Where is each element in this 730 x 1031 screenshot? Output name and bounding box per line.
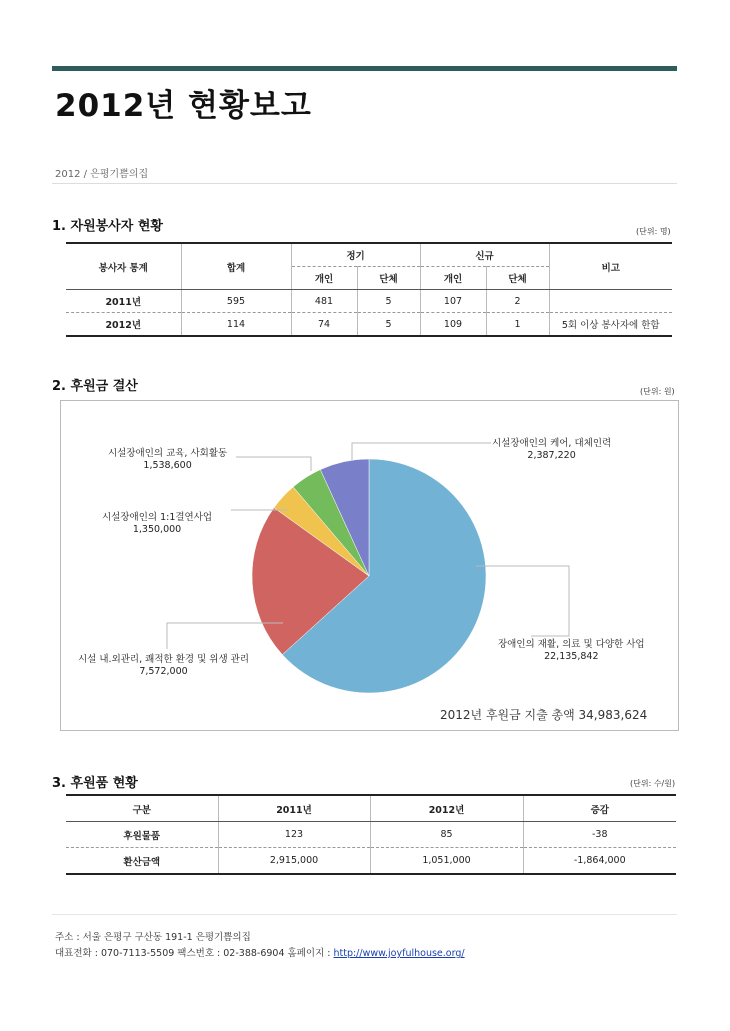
header-regular: 정기 bbox=[291, 243, 420, 267]
header-total: 합계 bbox=[181, 243, 291, 290]
row-regular-individual: 481 bbox=[291, 290, 357, 313]
leader-line-rehab bbox=[476, 566, 569, 636]
slice-label-care: 시설장애인의 케어, 대체인력 2,387,220 bbox=[492, 438, 612, 461]
header-2012: 2012년 bbox=[370, 795, 523, 822]
row-2012: 1,051,000 bbox=[370, 848, 523, 875]
section3-unit: (단위: 수/원) bbox=[630, 779, 676, 788]
pie-chart-box bbox=[60, 400, 679, 731]
table-row bbox=[66, 290, 672, 313]
row-change: -1,864,000 bbox=[523, 848, 676, 875]
footer-address: 주소 : 서울 은평구 구산동 191-1 은평기쁨의집 bbox=[55, 932, 251, 943]
homepage-link[interactable]: http://www.joyfulhouse.org/ bbox=[333, 948, 465, 959]
slice-label-matching: 시설장애인의 1:1결연사업 1,350,000 bbox=[102, 512, 213, 535]
leader-line-education bbox=[236, 457, 311, 471]
row-regular-group: 5 bbox=[357, 290, 420, 313]
row-2011: 2,915,000 bbox=[218, 848, 370, 875]
leader-line-care bbox=[352, 443, 491, 460]
slice-label-education: 시설장애인의 교육, 사회활동 1,538,600 bbox=[108, 448, 228, 471]
section1-unit: (단위: 명) bbox=[636, 227, 671, 236]
row-regular-group: 5 bbox=[357, 313, 420, 337]
slice-label-facility: 시설 내.외관리, 쾌적한 환경 및 위생 관리 7,572,000 bbox=[78, 654, 249, 677]
header-stats: 봉사자 통계 bbox=[66, 243, 181, 290]
table-row bbox=[66, 848, 676, 875]
subtitle-rule bbox=[52, 183, 677, 184]
donation-total: 2012년 후원금 지출 총액 34,983,624 bbox=[440, 708, 648, 722]
row-total: 114 bbox=[181, 313, 291, 337]
row-new-group: 2 bbox=[486, 290, 549, 313]
header-new: 신규 bbox=[420, 243, 549, 267]
header-rule bbox=[52, 66, 677, 71]
footer-contact-text: 대표전화 : 070-7113-5509 팩스번호 : 02-388-6904 홈페이지 : bbox=[55, 948, 334, 959]
header-note: 비고 bbox=[549, 243, 672, 290]
row-note: 5회 이상 봉사자에 한함 bbox=[549, 313, 672, 337]
row-regular-individual: 74 bbox=[291, 313, 357, 337]
row-new-individual: 109 bbox=[420, 313, 486, 337]
header-2011: 2011년 bbox=[218, 795, 370, 822]
page-title: 2012년 현황보고 bbox=[55, 88, 312, 124]
row-category: 환산금액 bbox=[123, 856, 161, 868]
slice-label-rehab: 장애인의 재활, 의료 및 다양한 사업 22,135,842 bbox=[498, 639, 645, 662]
section2-unit: (단위: 원) bbox=[640, 387, 675, 396]
row-total: 595 bbox=[181, 290, 291, 313]
row-2011: 123 bbox=[218, 822, 370, 848]
row-new-individual: 107 bbox=[420, 290, 486, 313]
footer-contact bbox=[55, 945, 465, 959]
row-category: 후원물품 bbox=[66, 822, 218, 848]
section1-heading: 1. 자원봉사자 현황 bbox=[52, 219, 163, 234]
table-row bbox=[66, 313, 672, 337]
row-change: -38 bbox=[523, 822, 676, 848]
goods-table bbox=[66, 794, 676, 875]
row-note bbox=[549, 290, 672, 313]
row-new-group: 1 bbox=[486, 313, 549, 337]
header-regular-individual: 개인 bbox=[291, 267, 357, 290]
footer-rule bbox=[52, 914, 677, 915]
row-2012: 85 bbox=[370, 822, 523, 848]
row-year: 2011년 bbox=[66, 290, 181, 313]
row-year: 2012년 bbox=[105, 320, 142, 331]
header-change: 증감 bbox=[523, 795, 676, 822]
section3-heading: 3. 후원품 현황 bbox=[52, 776, 138, 791]
section2-heading: 2. 후원금 결산 bbox=[52, 379, 138, 394]
page-subtitle: 2012 / 은평기쁨의집 bbox=[55, 169, 149, 180]
header-regular-group: 단체 bbox=[357, 267, 420, 290]
header-category: 구분 bbox=[66, 795, 218, 822]
header-new-individual: 개인 bbox=[420, 267, 486, 290]
table-row bbox=[66, 822, 676, 848]
header-new-group: 단체 bbox=[486, 267, 549, 290]
volunteer-table bbox=[66, 242, 672, 337]
